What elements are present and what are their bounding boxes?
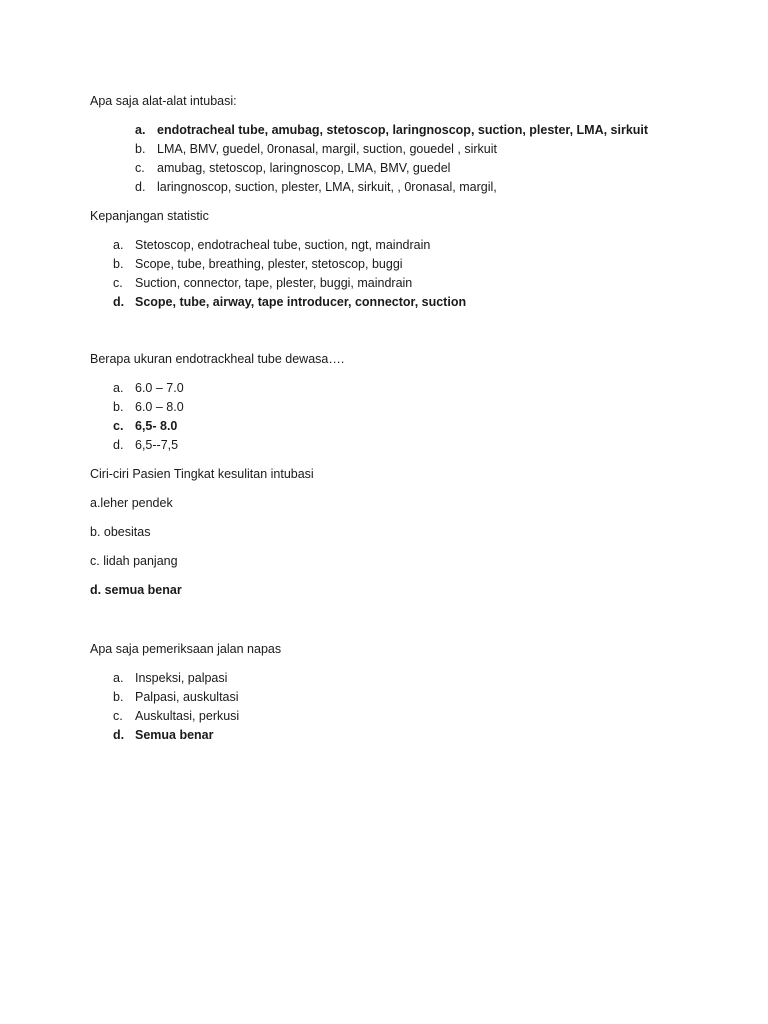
option-text: 6,5- 8.0 xyxy=(135,419,178,433)
question-1-option-a xyxy=(135,123,648,137)
option-letter: a. xyxy=(113,381,124,395)
question-2-option-c xyxy=(113,276,412,290)
option-text: Scope, tube, airway, tape introducer, connector, suction xyxy=(135,295,467,309)
option-text: Palpasi, auskultasi xyxy=(135,690,239,704)
option-text: laringnoscop, suction, plester, LMA, sirkuit, , 0ronasal, margil, xyxy=(157,180,497,194)
question-1-option-c xyxy=(135,161,450,175)
option-letter: a. xyxy=(113,671,124,685)
question-2-option-a xyxy=(113,238,430,252)
question-4-option-d: d. semua benar xyxy=(90,583,182,597)
question-4-option-b: b. obesitas xyxy=(90,525,151,539)
option-text: 6.0 – 7.0 xyxy=(135,381,184,395)
question-5-option-b xyxy=(113,690,239,704)
option-letter: b. xyxy=(135,142,146,156)
option-text: LMA, BMV, guedel, 0ronasal, margil, suction, gouedel , sirkuit xyxy=(157,142,497,156)
question-4-option-a: a.leher pendek xyxy=(90,496,173,510)
question-5-option-c xyxy=(113,709,239,723)
option-letter: c. xyxy=(113,276,123,290)
question-4-text: Ciri-ciri Pasien Tingkat kesulitan intubasi xyxy=(90,467,314,481)
question-5-option-a xyxy=(113,671,227,685)
option-letter: a. xyxy=(135,123,146,137)
question-3-option-a xyxy=(113,381,184,395)
option-letter: c. xyxy=(113,419,124,433)
question-2-option-d xyxy=(113,295,466,309)
option-letter: b. xyxy=(113,690,124,704)
option-text: endotracheal tube, amubag, stetoscop, laringnoscop, suction, plester, LMA, sirkuit xyxy=(157,123,649,137)
option-text: Stetoscop, endotracheal tube, suction, ngt, maindrain xyxy=(135,238,431,252)
question-1-text: Apa saja alat-alat intubasi: xyxy=(90,94,237,108)
question-1-option-b xyxy=(135,142,497,156)
option-letter: c. xyxy=(135,161,145,175)
option-letter: c. xyxy=(113,709,123,723)
question-2-text: Kepanjangan statistic xyxy=(90,209,209,223)
question-2-option-b xyxy=(113,257,403,271)
option-text: 6,5--7,5 xyxy=(135,438,179,452)
option-text: Scope, tube, breathing, plester, stetoscop, buggi xyxy=(135,257,403,271)
option-letter: d. xyxy=(113,728,125,742)
option-text: amubag, stetoscop, laringnoscop, LMA, BMV, guedel xyxy=(157,161,451,175)
question-3-option-b xyxy=(113,400,184,414)
option-text: Suction, connector, tape, plester, buggi, maindrain xyxy=(135,276,413,290)
question-5-text: Apa saja pemeriksaan jalan napas xyxy=(90,642,282,656)
question-5-option-d xyxy=(113,728,214,742)
option-letter: d. xyxy=(135,180,146,194)
option-letter: d. xyxy=(113,295,125,309)
option-letter: b. xyxy=(113,257,124,271)
question-3-option-d xyxy=(113,438,178,452)
option-letter: d. xyxy=(113,438,124,452)
question-3-option-c xyxy=(113,419,177,433)
option-text: Inspeksi, palpasi xyxy=(135,671,228,685)
option-letter: b. xyxy=(113,400,124,414)
option-text: 6.0 – 8.0 xyxy=(135,400,184,414)
option-text: Auskultasi, perkusi xyxy=(135,709,240,723)
question-1-option-d xyxy=(135,180,497,194)
question-4-option-c: c. lidah panjang xyxy=(90,554,178,568)
option-letter: a. xyxy=(113,238,124,252)
option-text: Semua benar xyxy=(135,728,214,742)
question-3-text: Berapa ukuran endotrackheal tube dewasa…. xyxy=(90,352,345,366)
